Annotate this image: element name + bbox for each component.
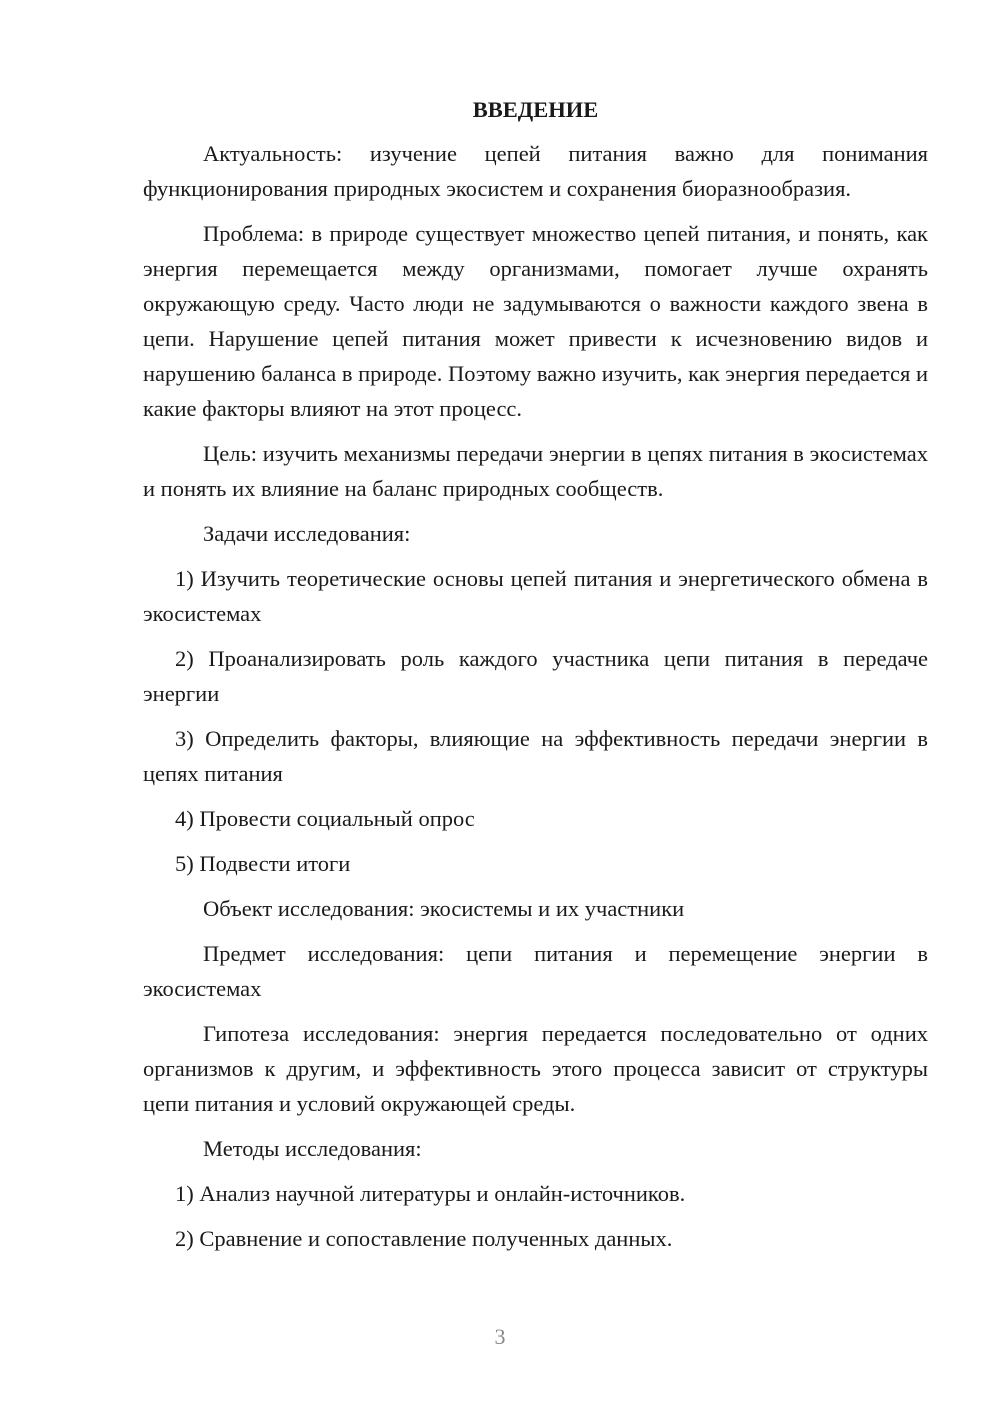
task-item-4: 4) Провести социальный опрос [175,806,475,831]
task-item-3: 3) Определить факторы, влияющие на эффективность передачи энергии в цепях питания [143,726,928,786]
task-item-5: 5) Подвести итоги [175,851,351,876]
relevance-paragraph: Актуальность: изучение цепей питания важно для понимания функционирования природных экосистем и сохранения биоразнообразия. [143,141,928,201]
task-item-2: 2) Проанализировать роль каждого участника цепи питания в передаче энергии [143,646,928,706]
page-body [143,92,928,1266]
problem-paragraph: Проблема: в природе существует множество цепей питания, и понять, как энергия перемещается между организмами, помогает лучше охранять окружающую среду. Часто люди не задумываются о важности каждого звена в цепи. Нарушение цепей питания может привести к исчезновению видов и нарушению баланса в природе. Поэтому важно изучить, как энергия передается и какие факторы влияют на этот процесс. [143,221,928,421]
methods-heading: Методы исследования: [203,1136,422,1161]
object-paragraph: Объект исследования: экосистемы и их участники [203,896,685,921]
tasks-heading: Задачи исследования: [203,521,411,546]
task-item-1: 1) Изучить теоретические основы цепей питания и энергетического обмена в экосистемах [143,566,928,626]
hypothesis-paragraph: Гипотеза исследования: энергия передается последовательно от одних организмов к другим, и эффективность этого процесса зависит от структуры цепи питания и условий окружающей среды. [143,1021,928,1116]
subject-paragraph: Предмет исследования: цепи питания и перемещение энергии в экосистемах [143,941,928,1001]
method-item-2: 2) Сравнение и сопоставление полученных данных. [175,1226,673,1251]
method-item-1: 1) Анализ научной литературы и онлайн-источников. [175,1181,686,1206]
section-title: ВВЕДЕНИЕ [472,97,599,122]
goal-paragraph: Цель: изучить механизмы передачи энергии в цепях питания в экосистемах и понять их влияние на баланс природных сообществ. [143,441,928,501]
page-number: 3 [494,1324,506,1349]
